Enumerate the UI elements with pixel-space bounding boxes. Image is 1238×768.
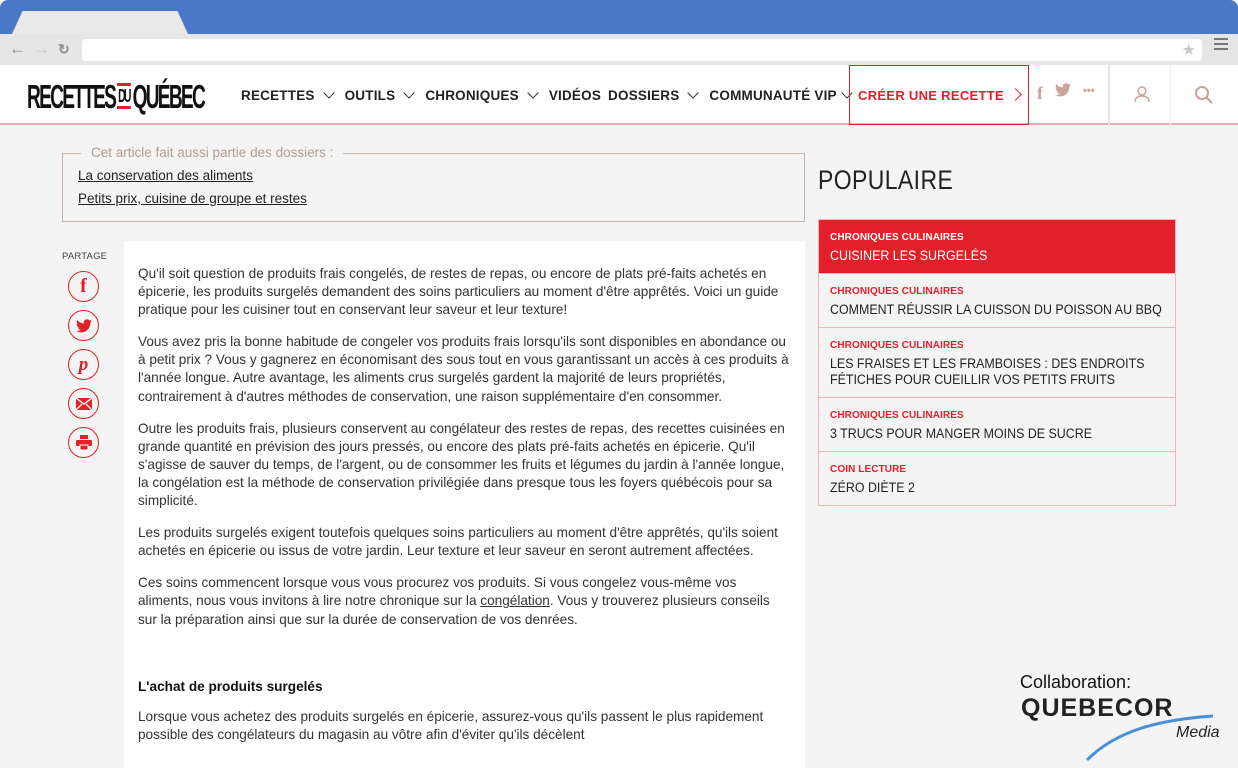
forward-icon[interactable]: → — [33, 39, 50, 58]
chevron-right-icon — [1009, 88, 1022, 101]
social-links — [1037, 83, 1095, 104]
nav-dossiers[interactable] — [608, 88, 699, 103]
logo-text-end: QUÉBEC — [132, 78, 205, 115]
facebook-icon[interactable]: f — [1037, 83, 1043, 103]
nav-label: DOSSIERS — [608, 87, 680, 103]
collaboration-label: Collaboration: — [1020, 672, 1132, 692]
reload-icon[interactable]: ↻ — [58, 41, 70, 57]
bookmark-star-icon[interactable]: ★ — [1181, 42, 1196, 59]
popular-category: CHRONIQUES CULINAIRES — [830, 286, 964, 297]
popular-title-text: COMMENT RÉUSSIR LA CUISSON DU POISSON AU BBQ — [830, 302, 1162, 317]
twitter-icon — [76, 319, 92, 333]
chevron-down-icon — [323, 87, 334, 98]
browser-titlebar — [0, 0, 1238, 34]
nav-label: VIDÉOS — [548, 87, 602, 103]
browser-toolbar — [0, 34, 1238, 65]
browser-tab[interactable] — [12, 11, 188, 34]
facebook-icon: f — [80, 275, 87, 297]
share-facebook-button[interactable] — [68, 271, 99, 302]
nav-videos[interactable] — [549, 88, 601, 103]
dossier-link[interactable]: Petits prix, cuisine de groupe et restes — [78, 191, 307, 206]
share-label: PARTAGE — [62, 251, 108, 262]
popular-title-text: ZÉRO DIÈTE 2 — [830, 480, 915, 495]
popular-item[interactable] — [819, 451, 1175, 505]
nav-outils[interactable] — [345, 88, 416, 103]
popular-list — [818, 219, 1176, 506]
article-paragraph — [138, 574, 791, 628]
article-paragraph: Outre les produits frais, plusieurs conservent au congélateur des restes de repas, des recettes cuisinées en grande quantité en prévision des jours pressés, ou encore des plats pré-faits achetés en épicerie. Qu'il s'agisse de sauver du temps, de l'argent, ou de consommer les fruits et légumes du jardin à l'année longue, la congélation est la méthode de conservation privilégiée dans presque tous les foyers québécois pour sa simplicité. — [138, 420, 785, 509]
section-heading: L'achat de produits surgelés — [138, 678, 323, 694]
site-logo[interactable] — [27, 78, 204, 116]
nav-label: COMMUNAUTÉ VIP — [709, 87, 837, 103]
text: . Vous y trouverez plusieurs conseils sur la préparation ainsi que sur la durée de conservation de vos denrées. — [138, 593, 770, 627]
share-bar — [62, 251, 112, 458]
share-pinterest-button[interactable] — [68, 349, 99, 380]
chevron-down-icon — [688, 87, 699, 98]
popular-item[interactable] — [819, 397, 1175, 451]
chevron-down-icon — [527, 87, 538, 98]
quebecor-logo: QUEBECOR — [1021, 694, 1174, 722]
article-paragraph: Les produits surgelés exigent toutefois quelques soins particuliers au moment d'être apprêtés, qu'ils soient achetés en épicerie ou issus de votre jardin. Leur texture et leur saveur en seront autrement affectées. — [138, 525, 778, 559]
popular-category: CHRONIQUES CULINAIRES — [830, 232, 964, 243]
twitter-icon[interactable] — [1055, 83, 1071, 104]
print-icon — [76, 435, 92, 450]
nav-chroniques[interactable] — [425, 88, 539, 103]
share-email-button[interactable] — [68, 388, 99, 419]
article-paragraph: Qu'il soit question de produits frais congelés, de restes de repas, ou encore de plats pré-faits achetés en épicerie, les produits surgelés demandent des soins particuliers au moment d'être apprêtés. Voici un guide pratique pour les cuisiner tout en conservant leur saveur et leur texture! — [138, 266, 779, 318]
logo-text: RECETTES — [27, 78, 116, 115]
dossiers-legend: Cet article fait aussi partie des dossiers : — [81, 145, 343, 160]
more-icon[interactable]: ••• — [1083, 85, 1095, 97]
nav-label: CHRONIQUES — [425, 87, 519, 103]
popular-title: POPULAIRE — [818, 165, 954, 195]
article-paragraph: Vous avez pris la bonne habitude de congeler vos produits frais lorsqu'ils sont disponibles en abondance ou à petit prix ? Vous y gagnerez en économisant des sous tout en vous garantissant un accès à ces produits à l'année longue. Autre avantage, les aliments crus surgelés gardent la majorité de leurs propriétés, contrairement à d'autres méthodes de conservation, une raison supplémentaire d'en consommer. — [138, 334, 789, 404]
user-icon[interactable] — [1133, 85, 1151, 108]
share-twitter-button[interactable] — [68, 310, 99, 341]
nav-label: OUTILS — [344, 87, 396, 103]
popular-title-text: CUISINER LES SURGELÉS — [830, 248, 988, 263]
popular-title-text: FÉTICHES POUR CUEILLIR VOS PETITS FRUITS — [830, 372, 1116, 387]
search-icon[interactable] — [1194, 85, 1214, 110]
email-icon — [76, 398, 92, 410]
quebecor-media-label: Media — [1176, 724, 1220, 741]
popular-title-text: 3 TRUCS POUR MANGER MOINS DE SUCRE — [830, 426, 1093, 441]
congelation-link[interactable]: congélation — [480, 593, 550, 609]
create-recipe-button[interactable] — [849, 65, 1029, 125]
popular-title-text: LES FRAISES ET LES FRAMBOISES : DES ENDROITS — [830, 356, 1145, 371]
article-paragraph: Lorsque vous achetez des produits surgelés en épicerie, assurez-vous qu'ils passent le plus rapidement possible des congélateurs du magasin au vôtre afin d'éviter qu'ils décèlent — [138, 708, 764, 742]
popular-category: COIN LECTURE — [830, 464, 907, 475]
popular-category: CHRONIQUES CULINAIRES — [830, 410, 964, 421]
divider — [1108, 65, 1110, 125]
nav-label: RECETTES — [241, 87, 315, 103]
browser-menu-icon[interactable] — [1214, 38, 1228, 50]
dossier-link[interactable]: La conservation des aliments — [78, 168, 253, 183]
article-body — [124, 241, 805, 768]
back-icon[interactable]: ← — [9, 39, 26, 58]
main-nav — [241, 65, 863, 125]
popular-item[interactable] — [819, 273, 1175, 327]
site-header — [0, 65, 1238, 125]
popular-category: CHRONIQUES CULINAIRES — [830, 340, 964, 351]
nav-recettes[interactable] — [241, 88, 335, 103]
pinterest-icon: p — [78, 353, 89, 375]
text: Ces soins commencent lorsque vous vous procurez vos produits. Si vous congelez vous-même vos aliments, nous vous invitons à lire notre chronique sur la — [138, 575, 737, 609]
popular-item[interactable] — [819, 327, 1175, 397]
divider — [1170, 65, 1171, 125]
create-recipe-label: CRÉER UNE RECETTE — [858, 87, 1004, 103]
address-bar[interactable] — [82, 39, 1202, 61]
chevron-down-icon — [404, 87, 415, 98]
logo-du: DU — [117, 83, 131, 109]
share-print-button[interactable] — [68, 427, 99, 458]
popular-item[interactable] — [819, 220, 1175, 273]
nav-communaute-vip[interactable] — [709, 88, 852, 103]
dossiers-box — [62, 145, 805, 222]
